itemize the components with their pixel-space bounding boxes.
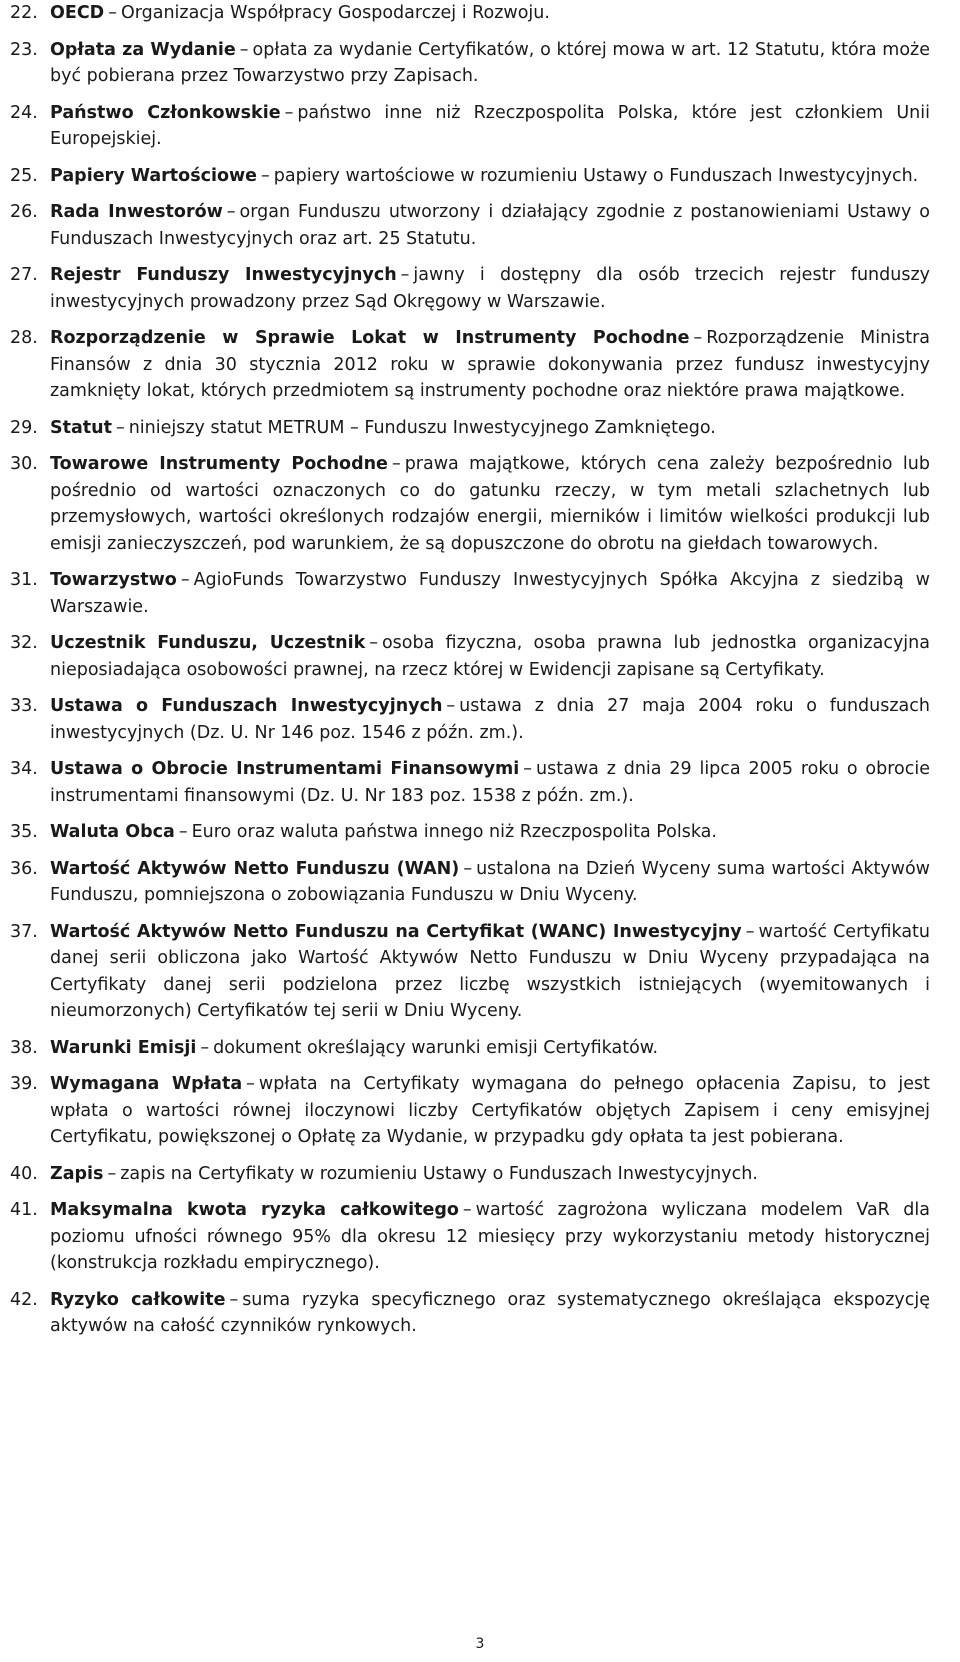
definition-dash: – [180, 570, 190, 590]
definition-term: Towarowe Instrumenty Pochodne [50, 454, 388, 474]
page-number: 3 [475, 1636, 485, 1652]
definition-term: Państwo Członkowskie [50, 102, 281, 123]
definition-text: papiery wartościowe w rozumieniu Ustawy o Funduszach Inwestycyjnych. [273, 165, 919, 186]
definition-number: 39. [10, 1074, 38, 1094]
definition-number: 28. [10, 328, 38, 348]
definition-term: Rejestr Funduszy Inwestycyjnych [50, 265, 397, 285]
definition-number: 25. [10, 165, 38, 186]
definition-dash: – [391, 454, 401, 474]
definition-text: niniejszy statut METRUM – Funduszu Inwestycyjnego Zamkniętego. [128, 417, 716, 438]
definition-text: suma ryzyka specyficznego oraz systematycznego określająca ekspozycję aktywów na całość czynników rynkowych. [50, 1289, 930, 1336]
definition-number: 26. [10, 202, 38, 222]
definition-term: Wartość Aktywów Netto Funduszu na Certyfikat (WANC) Inwestycyjny [50, 921, 742, 942]
definition-term: Wymagana Wpłata [50, 1074, 243, 1094]
definition-item [10, 262, 930, 315]
definition-number: 30. [10, 454, 38, 474]
definition-item [10, 919, 930, 1025]
definition-dash: – [400, 265, 410, 285]
definition-term: Statut [50, 417, 112, 438]
definition-term: Papiery Wartościowe [50, 165, 258, 186]
definition-number: 23. [10, 39, 38, 60]
definition-dash: – [115, 417, 125, 438]
definition-text: Euro oraz waluta państwa innego niż Rzeczpospolita Polska. [191, 822, 717, 842]
definition-term: Maksymalna kwota ryzyka całkowitego [50, 1200, 459, 1220]
definition-number: 36. [10, 858, 38, 879]
definition-number: 38. [10, 1037, 38, 1058]
definition-text: ustalona na Dzień Wyceny suma wartości Aktywów Funduszu, pomniejszona o zobowiązania Funduszu w Dniu Wyceny. [50, 858, 930, 905]
definition-term: Opłata za Wydanie [50, 39, 236, 60]
definition-term: Warunki Emisji [50, 1037, 197, 1058]
definition-text: dokument określający warunki emisji Certyfikatów. [213, 1037, 659, 1058]
definition-item [10, 199, 930, 252]
definition-term: Ustawa o Obrocie Instrumentami Finansowymi [50, 759, 520, 779]
definition-dash: – [178, 822, 188, 842]
definition-item [10, 37, 930, 90]
definition-dash: – [369, 633, 378, 653]
definition-number: 37. [10, 921, 38, 942]
definition-term: Towarzystwo [50, 570, 177, 590]
definition-number: 40. [10, 1163, 38, 1184]
definition-text: AgioFunds Towarzystwo Funduszy Inwestycyjnych Spółka Akcyjna z siedzibą w Warszawie. [50, 570, 930, 617]
definition-item [10, 1035, 930, 1062]
definition-number: 35. [10, 822, 38, 842]
definition-item [10, 1197, 930, 1277]
definition-text: państwo inne niż Rzeczpospolita Polska, które jest członkiem Unii Europejskiej. [50, 102, 930, 149]
definition-term: Zapis [50, 1163, 104, 1184]
definition-number: 34. [10, 759, 38, 779]
definition-item [10, 1071, 930, 1151]
definition-number: 31. [10, 570, 38, 590]
definition-term: Rada Inwestorów [50, 202, 223, 222]
definition-dash: – [229, 1289, 239, 1310]
definition-dash: – [693, 328, 703, 348]
definition-item [10, 100, 930, 153]
definition-number: 24. [10, 102, 38, 123]
definition-dash: – [261, 165, 270, 186]
definition-term: Ryzyko całkowite [50, 1289, 226, 1310]
definition-item [10, 1161, 930, 1188]
definition-dash: – [239, 39, 249, 60]
definition-dash: – [462, 1200, 472, 1220]
definition-item [10, 819, 930, 846]
definition-item [10, 1287, 930, 1340]
definition-text: opłata za wydanie Certyfikatów, o której mowa w art. 12 Statutu, która może być pobierana przez Towarzystwo przy Zapisach. [50, 39, 931, 86]
definition-item [10, 756, 930, 809]
definition-number: 32. [10, 633, 38, 653]
definition-dash: – [246, 1074, 255, 1094]
definition-text: prawa majątkowe, których cena zależy bezpośrednio lub pośrednio od wartości oznaczonych co do gatunku rzeczy, w tym metali szlachetnych lub przemysłowych, wartości określonych rodzajów energii, mierników i limitów wielkości produkcji lub emisji zanieczyszczeń, pod warunkiem, że są dopuszczone do obrotu na giełdach towarowych. [50, 454, 930, 554]
definitions-list [10, 0, 930, 1350]
definition-text: ustawa z dnia 27 maja 2004 roku o funduszach inwestycyjnych (Dz. U. Nr 146 poz. 1546 z późn. zm.). [50, 696, 930, 743]
definition-item [10, 630, 930, 683]
definition-item [10, 856, 930, 909]
definition-number: 29. [10, 417, 38, 438]
definition-number: 22. [10, 3, 38, 23]
definition-text: organ Funduszu utworzony i działający zgodnie z postanowieniami Ustawy o Funduszach Inwestycyjnych oraz art. 25 Statutu. [50, 202, 930, 249]
definition-text: osoba fizyczna, osoba prawna lub jednostka organizacyjna nieposiadająca osobowości prawnej, na rzecz której w Ewidencji zapisane są Certyfikaty. [50, 633, 930, 680]
definition-number: 27. [10, 265, 38, 285]
definition-item [10, 325, 930, 405]
definition-number: 41. [10, 1200, 38, 1220]
definition-dash: – [523, 759, 533, 779]
definition-text: wartość Certyfikatu danej serii obliczona jako Wartość Aktywów Netto Funduszu w Dniu Wyceny przypadająca na Certyfikaty danej serii podzielona przez liczbę wszystkich istniejących (wyemitowanych i nieumorzonych) Certyfikatów tej serii w Dniu Wyceny. [50, 921, 931, 1021]
definition-term: OECD [50, 3, 105, 23]
definition-dash: – [284, 102, 294, 123]
definition-item [10, 0, 930, 27]
definition-term: Ustawa o Funduszach Inwestycyjnych [50, 696, 443, 716]
definition-dash: – [226, 202, 236, 222]
definition-text: zapis na Certyfikaty w rozumieniu Ustawy o Funduszach Inwestycyjnych. [120, 1163, 758, 1184]
definition-dash: – [446, 696, 456, 716]
definition-term: Uczestnik Funduszu, Uczestnik [50, 633, 366, 653]
definition-item [10, 567, 930, 620]
definition-term: Rozporządzenie w Sprawie Lokat w Instrumenty Pochodne [50, 328, 690, 348]
definition-item [10, 693, 930, 746]
definition-item [10, 163, 930, 190]
definition-dash: – [745, 921, 755, 942]
definition-term: Waluta Obca [50, 822, 175, 842]
definition-item [10, 415, 930, 442]
definition-text: jawny i dostępny dla osób trzecich rejestr funduszy inwestycyjnych prowadzony przez Sąd Okręgowy w Warszawie. [50, 265, 930, 312]
definition-item [10, 451, 930, 557]
definition-text: wpłata na Certyfikaty wymagana do pełnego opłacenia Zapisu, to jest wpłata o wartości równej iloczynowi liczby Certyfikatów objętych Zapisem i ceny emisyjnej Certyfikatu, powiększonej o Opłatę za Wydanie, w przypadku gdy opłata ta jest pobierana. [50, 1074, 930, 1147]
definition-dash: – [463, 858, 473, 879]
definition-dash: – [108, 3, 117, 23]
definition-dash: – [107, 1163, 117, 1184]
definition-text: ustawa z dnia 29 lipca 2005 roku o obrocie instrumentami finansowymi (Dz. U. Nr 183 poz. 1538 z późn. zm.). [50, 759, 930, 806]
definition-text: Rozporządzenie Ministra Finansów z dnia 30 stycznia 2012 roku w sprawie dokonywania przez fundusz inwestycyjny zamknięty lokat, których przedmiotem są instrumenty pochodne oraz niektóre prawa majątkowe. [50, 328, 930, 401]
definition-dash: – [200, 1037, 210, 1058]
definition-text: wartość zagrożona wyliczana modelem VaR dla poziomu ufności równego 95% dla okresu 12 miesięcy przy wykorzystaniu metody historycznej (konstrukcja rozkładu empirycznego). [50, 1200, 930, 1273]
definition-term: Wartość Aktywów Netto Funduszu (WAN) [50, 858, 460, 879]
definition-number: 33. [10, 696, 38, 716]
definition-number: 42. [10, 1289, 38, 1310]
definition-text: Organizacja Współpracy Gospodarczej i Rozwoju. [120, 3, 550, 23]
